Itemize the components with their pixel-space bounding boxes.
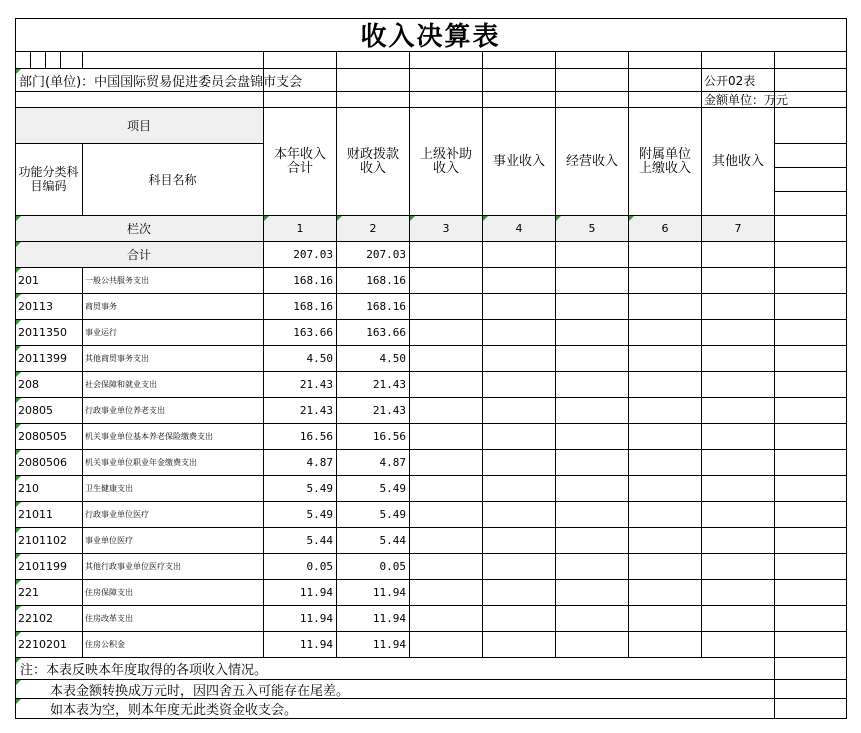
row-fiscal-income: 5.49 [379, 481, 406, 495]
cell-marker [16, 606, 21, 611]
row-function-code: 2101199 [18, 559, 67, 573]
grid-line-v [846, 18, 847, 719]
row-subject-name: 事业单位医疗 [85, 535, 133, 545]
row-subject-name: 住房公积金 [85, 639, 125, 649]
row-subject-name: 行政事业单位医疗 [85, 509, 149, 519]
grid-line-v [774, 51, 775, 719]
cell-marker [16, 216, 21, 221]
cell-marker [16, 502, 21, 507]
lanci-number: 4 [515, 221, 523, 235]
cell-marker [410, 216, 415, 221]
total-income-value: 207.03 [293, 247, 333, 261]
row-total-income: 11.94 [299, 611, 333, 625]
cell-marker [16, 528, 21, 533]
lanci-label: 栏次 [126, 221, 151, 236]
cell-marker [16, 346, 21, 351]
cell-marker [16, 424, 21, 429]
row-total-income: 21.43 [299, 377, 333, 391]
row-function-code: 20805 [18, 403, 53, 417]
row-subject-name: 机关事业单位职业年金缴费支出 [85, 457, 197, 467]
row-subject-name: 社会保障和就业支出 [85, 379, 157, 389]
row-total-income: 4.50 [306, 351, 333, 365]
grid-line-v [628, 51, 629, 108]
grid-line-h [15, 51, 847, 52]
cell-marker [16, 69, 21, 74]
row-fiscal-income: 5.49 [379, 507, 406, 521]
row-fiscal-income: 168.16 [366, 273, 406, 287]
grid-line-v [555, 51, 556, 108]
lanci-number: 1 [296, 221, 304, 235]
row-function-code: 201 [18, 273, 39, 287]
grid-line-h [15, 718, 847, 719]
header-business-income: 事业收入 [492, 153, 545, 169]
grid-line-h [774, 191, 847, 192]
row-total-income: 4.87 [306, 455, 333, 469]
note-line: 注：本表反映本年度取得的各项收入情况。 [20, 663, 268, 678]
header-other-income: 其他收入 [711, 153, 764, 169]
row-fiscal-income: 0.05 [379, 559, 406, 573]
lanci-number: 6 [661, 221, 669, 235]
cell-marker [556, 216, 561, 221]
row-total-income: 168.16 [293, 273, 333, 287]
cell-marker [16, 320, 21, 325]
row-subject-name: 住房改革支出 [85, 613, 133, 623]
row-fiscal-income: 163.66 [366, 325, 406, 339]
cell-marker [16, 476, 21, 481]
cell-marker [483, 216, 488, 221]
row-function-code: 2101102 [18, 533, 67, 547]
row-function-code: 2011350 [18, 325, 67, 339]
header-superior-income: 上级补助收入 [419, 146, 472, 176]
row-total-income: 5.44 [306, 533, 333, 547]
grid-line-v [30, 51, 31, 69]
amount-unit-label: 金额单位：万元 [704, 92, 789, 107]
cell-marker [16, 658, 21, 663]
cell-marker [629, 216, 634, 221]
row-subject-name: 机关事业单位基本养老保险缴费支出 [85, 431, 213, 441]
header-total-income: 本年收入合计 [273, 146, 326, 176]
row-fiscal-income: 21.43 [372, 403, 406, 417]
row-subject-name: 商贸事务 [85, 301, 117, 311]
grid-line-h [15, 18, 847, 19]
row-function-code: 20113 [18, 299, 53, 313]
grid-line-v [482, 51, 483, 108]
cell-marker [16, 554, 21, 559]
form-code: 公开02表 [704, 73, 756, 88]
row-subject-name: 卫生健康支出 [85, 483, 133, 493]
row-fiscal-income: 4.87 [379, 455, 406, 469]
row-total-income: 11.94 [299, 585, 333, 599]
row-subject-name: 一般公共服务支出 [85, 275, 149, 285]
row-fiscal-income: 11.94 [372, 637, 406, 651]
total-label: 合计 [126, 247, 151, 262]
row-subject-name: 事业运行 [85, 327, 117, 337]
row-function-code: 2210201 [18, 637, 67, 651]
sheet-title: 收入决算表 [360, 21, 501, 52]
grid-line-v [45, 51, 46, 69]
lanci-number: 3 [442, 221, 450, 235]
row-total-income: 168.16 [293, 299, 333, 313]
row-function-code: 208 [18, 377, 39, 391]
row-function-code: 2080505 [18, 429, 67, 443]
cell-marker [16, 699, 21, 704]
lanci-number: 7 [734, 221, 742, 235]
row-total-income: 5.49 [306, 507, 333, 521]
row-fiscal-income: 21.43 [372, 377, 406, 391]
grid-line-v [409, 51, 410, 108]
row-function-code: 2011399 [18, 351, 67, 365]
lanci-number: 5 [588, 221, 596, 235]
row-subject-name: 住房保障支出 [85, 587, 133, 597]
row-subject-name: 其他行政事业单位医疗支出 [85, 561, 181, 571]
header-item: 项目 [126, 118, 151, 133]
row-total-income: 163.66 [293, 325, 333, 339]
row-function-code: 2080506 [18, 455, 67, 469]
row-function-code: 22102 [18, 611, 53, 625]
cell-marker [16, 580, 21, 585]
lanci-number: 2 [369, 221, 377, 235]
cell-marker [16, 632, 21, 637]
row-total-income: 21.43 [299, 403, 333, 417]
row-subject-name: 其他商贸事务支出 [85, 353, 149, 363]
cell-marker [16, 372, 21, 377]
row-function-code: 210 [18, 481, 39, 495]
row-fiscal-income: 11.94 [372, 585, 406, 599]
note-line: 如本表为空，则本年度无此类资金收支会。 [50, 703, 298, 718]
row-fiscal-income: 5.44 [379, 533, 406, 547]
grid-line-v [60, 51, 61, 69]
cell-marker [16, 680, 21, 685]
header-affiliated-income: 附属单位上缴收入 [638, 146, 691, 176]
note-line: 本表金额转换成万元时，因四舍五入可能存在尾差。 [50, 683, 350, 698]
cell-marker [16, 268, 21, 273]
row-fiscal-income: 16.56 [372, 429, 406, 443]
row-fiscal-income: 11.94 [372, 611, 406, 625]
department-label: 部门(单位)：中国国际贸易促进委员会盘锦市支会 [19, 74, 303, 90]
grid-line-h [774, 143, 847, 144]
header-fiscal-income: 财政拨款收入 [346, 146, 399, 176]
cell-marker [16, 398, 21, 403]
row-total-income: 16.56 [299, 429, 333, 443]
row-total-income: 11.94 [299, 637, 333, 651]
row-fiscal-income: 4.50 [379, 351, 406, 365]
row-function-code: 221 [18, 585, 39, 599]
header-operating-income: 经营收入 [565, 153, 618, 169]
header-function-code: 功能分类科目编码 [18, 165, 79, 193]
grid-line-h [774, 167, 847, 168]
cell-marker [264, 216, 269, 221]
row-subject-name: 行政事业单位养老支出 [85, 405, 165, 415]
cell-marker [16, 294, 21, 299]
total-fiscal-value: 207.03 [366, 247, 406, 261]
row-total-income: 0.05 [306, 559, 333, 573]
row-fiscal-income: 168.16 [366, 299, 406, 313]
cell-marker [337, 216, 342, 221]
cell-marker [16, 450, 21, 455]
cell-marker [16, 242, 21, 247]
row-function-code: 21011 [18, 507, 53, 521]
row-total-income: 5.49 [306, 481, 333, 495]
header-subject-name: 科目名称 [148, 172, 197, 187]
grid-line-v [82, 51, 83, 69]
